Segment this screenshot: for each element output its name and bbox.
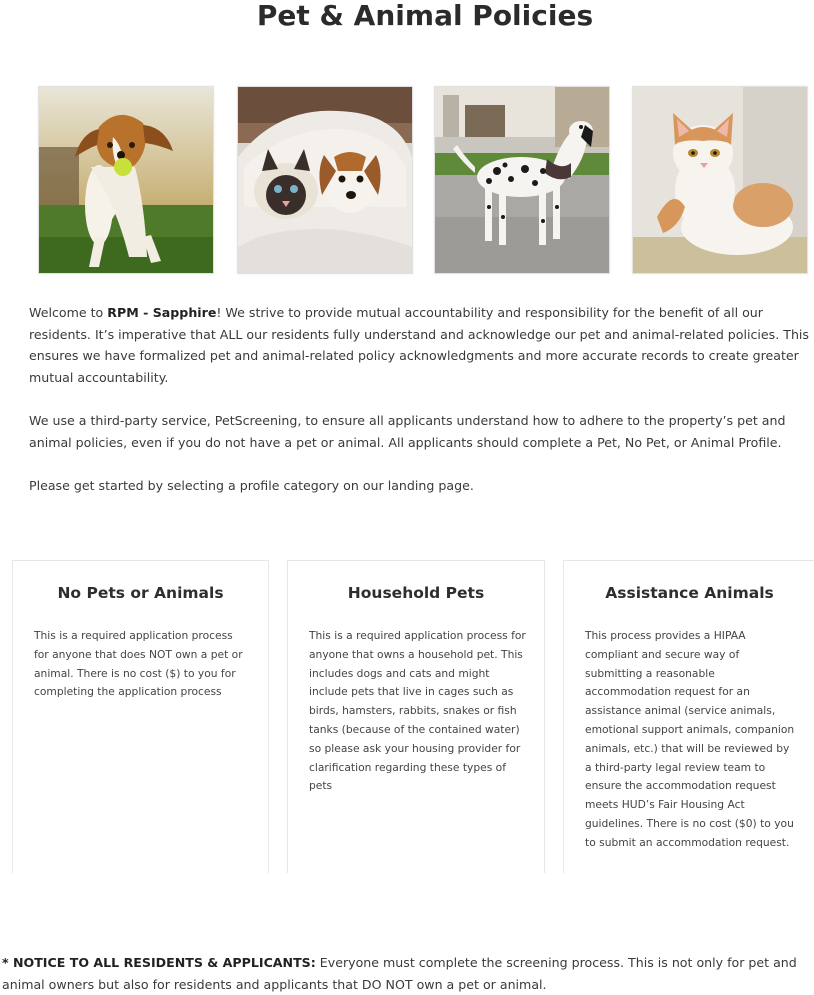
notice-label: * NOTICE TO ALL RESIDENTS & APPLICANTS: [2, 955, 316, 970]
intro-welcome-paragraph [29, 302, 814, 388]
card-title[interactable]: No Pets or Animals [57, 584, 224, 602]
profile-card-no-pets[interactable] [12, 560, 269, 873]
notice-to-residents [2, 952, 814, 995]
orange-white-cat-photo [632, 86, 808, 274]
intro-welcome-prefix: Welcome to [29, 305, 108, 320]
profile-card-household-pets[interactable] [287, 560, 545, 873]
beagle-with-ball-photo [38, 86, 214, 274]
intro-welcome-text: ! We strive to provide mutual accountability and responsibility for the benefit of all our residents. It’s imperative that ALL our residents fully understand and acknowledge our pet and animal-related policies. This ensures we have formalized pet and animal-related policy acknowledgments and more accurate records to create greater mutual accountability. [29, 305, 809, 385]
card-title[interactable]: Assistance Animals [605, 584, 774, 602]
page-title: Pet & Animal Policies [256, 0, 594, 32]
card-description: This process provides a HIPAA compliant and secure way of submitting a reasonable accommodation request for an assistance animal (service animals, emotional support animals, companion animals, etc.) that will be reviewed by a third-party legal review team to ensure the accommodation request meets HUD’s Fair Housing Act guidelines. There is no cost ($0) to you to submit an accommodation request. [585, 629, 795, 849]
community-name: RPM - Sapphire [107, 305, 217, 320]
photo-gallery [38, 86, 808, 274]
notice-text: Everyone must complete the screening process. This is not only for pet and animal owners but also for residents and applicants that DO NOT own a pet or animal. [2, 955, 797, 992]
card-description: This is a required application process for anyone that does NOT own a pet or animal. There is no cost ($) to you for completing the application process [34, 629, 243, 699]
intro-get-started-paragraph: Please get started by selecting a profile category on our landing page. [29, 478, 474, 493]
intro-petscreening-paragraph: We use a third-party service, PetScreening, to ensure all applicants understand how to adhere to the property’s pet and animal policies, even if you do not have a pet or animal. All applicants should complete a Pet, No Pet, or Animal Profile. [29, 413, 786, 450]
cat-and-dog-under-blanket-photo [237, 86, 413, 274]
card-title[interactable]: Household Pets [347, 584, 485, 602]
card-description: This is a required application process for anyone that owns a household pet. This includes dogs and cats and might include pets that live in cages such as birds, hamsters, rabbits, snakes or fish tanks (because of the contained water) so please ask your housing provider for clarification regarding these types of pets [309, 629, 526, 793]
profile-card-assistance-animals[interactable] [563, 560, 814, 873]
dalmatian-photo [434, 86, 610, 274]
